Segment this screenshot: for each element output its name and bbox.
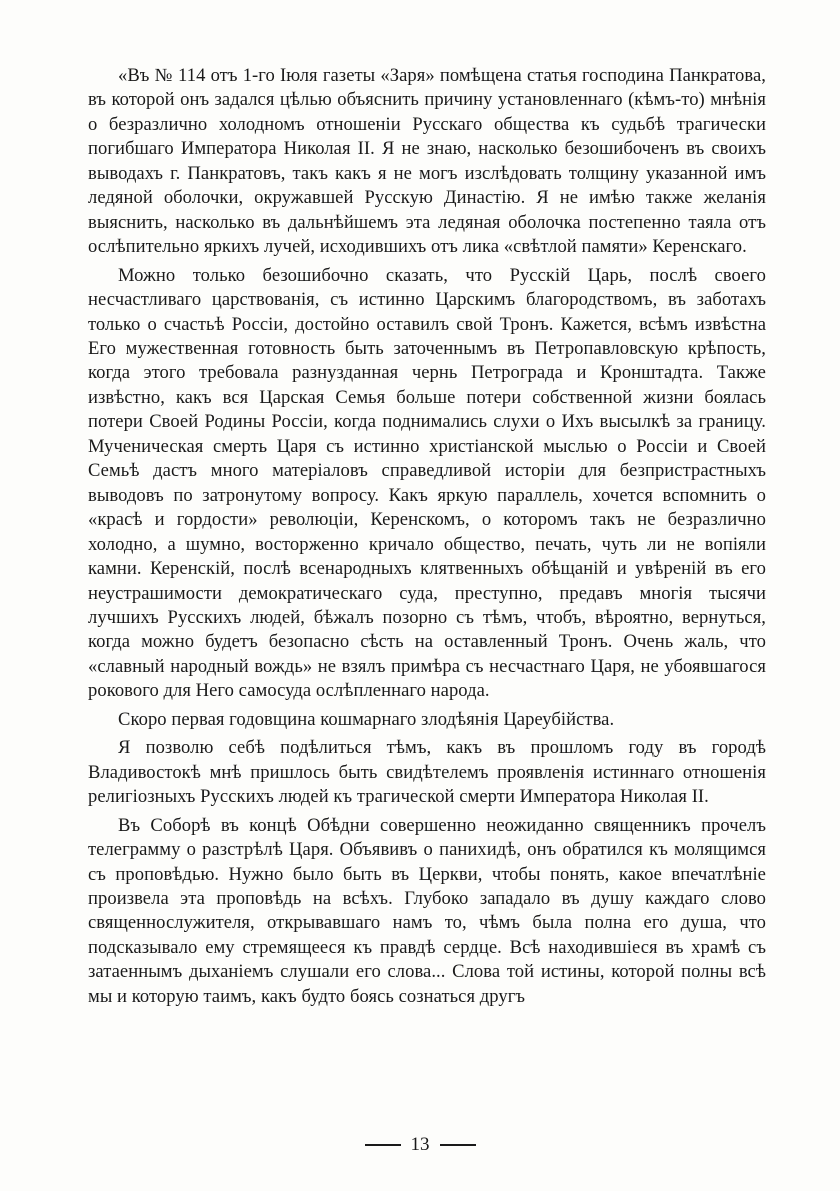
paragraph-2: Можно только безошибочно сказать, что Русскій Царь, послѣ своего несчастливаго царствованія, съ истинно Царскимъ благородствомъ, въ заботахъ только о счастьѣ Россіи, достойно оставилъ свой Тронъ. Кажется, всѣмъ извѣстна Его мужественная готовность быть заточеннымъ въ Петропавловскую крѣпость, когда этого требовала разнузданная чернь Петрограда и Кронштадта. Также извѣстно, какъ вся Царская Семья больше потери собственной жизни боялась потери Своей Родины Россіи, когда поднимались слухи о Ихъ высылкѣ за границу. Мученическая смерть Царя съ истинно христіанской мыслью о Россіи и Своей Семьѣ дастъ много матеріаловъ справедливой исторіи для безпристрастныхъ выводовъ по затронутому вопросу. Какъ яркую параллель, хочется вспомнить о «красѣ и гордости» революціи, Керенскомъ, о которомъ такъ не безразлично холодно, а шумно, восторженно кричало общество, печать, чуть ли не вопіяли камни. Керенскій, послѣ всенародныхъ клятвенныхъ обѣщаній и увѣреній въ его неустрашимости демократическаго суда, преступно, предавъ многія тысячи лучшихъ Русскихъ людей, бѣжалъ позорно съ тѣмъ, чтобъ, вѣроятно, вернуться, когда можно будетъ безопасно сѣсть на оставленный Тронъ. Очень жаль, что «славный народный вождь» не взялъ примѣра съ несчастнаго Царя, не убоявшагося рокового для Него самосуда ослѣпленнаго народа. <box>88 264 766 702</box>
paragraph-3: Скоро первая годовщина кошмарнаго злодѣянія Цареубійства. <box>118 708 615 730</box>
paragraph-5: Въ Соборѣ въ концѣ Обѣдни совершенно неожиданно священникъ прочелъ телеграмму о разстрѣлѣ Царя. Объявивъ о панихидѣ, онъ обратился къ молящимся съ проповѣдью. Нужно было быть въ Церкви, чтобы понять, какое впечатлѣніе произвела эта проповѣдь на всѣхъ. Глубоко западало въ душу каждаго слово священнослужителя, открывавшаго намъ то, чѣмъ была полна его душа, что подсказывало ему стремящееся къ правдѣ сердце. Всѣ находившіеся въ храмѣ съ затаеннымъ дыханіемъ слушали его слова... Слова той истины, которой полны всѣ мы и которую таимъ, какъ будто боясь сознаться другъ <box>88 814 766 1007</box>
footer-rule-right <box>440 1144 476 1146</box>
body-text <box>88 64 766 1009</box>
page-footer <box>0 1134 840 1156</box>
footer-rule-left <box>365 1144 401 1146</box>
paragraph-1: «Въ № 114 отъ 1-го Іюля газеты «Заря» помѣщена статья господина Панкратова, въ которой онъ задался цѣлью объяснить причину установленнаго (кѣмъ-то) мнѣнія о безразлично холодномъ отношеніи Русскаго общества къ судьбѣ трагически погибшаго Императора Николая II. Я не знаю, насколько безошибоченъ въ своихъ выводахъ г. Панкратовъ, такъ какъ я не могъ изслѣдовать толщину указанной имъ ледяной оболочки, окружавшей Русскую Династію. Я не имѣю также желанія выяснить, насколько въ дальнѣйшемъ эта ледяная оболочка постепенно таяла отъ ослѣпительно яркихъ лучей, исходившихъ отъ лика «свѣтлой памяти» Керенскаго. <box>88 65 766 258</box>
paragraph-4: Я позволю себѣ подѣлиться тѣмъ, какъ въ прошломъ году въ городѣ Владивостокѣ мнѣ пришлось быть свидѣтелемъ проявленія истиннаго отношенія религіозныхъ Русскихъ людей къ трагической смерти Императора Николая II. <box>88 737 766 808</box>
page-number: 13 <box>410 1134 430 1155</box>
